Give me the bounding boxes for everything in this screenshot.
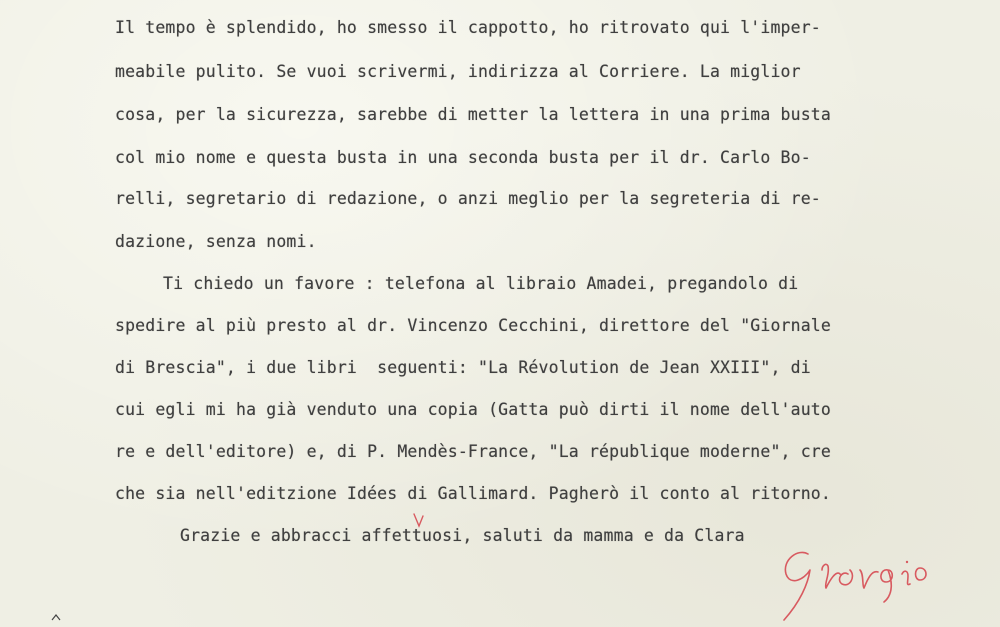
letter-line: Ti chiedo un favore : telefona al libraio Amadei, pregandolo di [163, 274, 799, 293]
letter-line: relli, segretario di redazione, o anzi meglio per la segreteria di re- [115, 189, 821, 208]
signature [770, 540, 960, 625]
closing-line: Grazie e abbracci affettuosi, saluti da mamma e da Clara [180, 526, 745, 545]
letter-line: cui egli mi ha già venduto una copia (Gatta può dirti il nome dell'auto [115, 400, 831, 419]
letter-line: dazione, senza nomi. [115, 232, 317, 251]
letter-line: spedire al più presto al dr. Vincenzo Cecchini, direttore del "Giornale [115, 316, 831, 335]
letter-line: cosa, per la sicurezza, sarebbe di metter la lettera in una prima busta [115, 105, 831, 124]
edge-mark [50, 612, 64, 622]
letter-line: re e dell'editore) e, di P. Mendès-France, "La république moderne", cre [115, 442, 831, 461]
letter-line: meabile pulito. Se vuoi scrivermi, indirizza al Corriere. La miglior [115, 62, 801, 81]
letter-line: col mio nome e questa busta in una seconda busta per il dr. Carlo Bo- [115, 148, 811, 167]
letter-line: che sia nell'editzione Idées di Gallimard. Pagherò il conto al ritorno. [115, 484, 831, 503]
letter-line: Il tempo è splendido, ho smesso il cappotto, ho ritrovato qui l'imper- [115, 18, 821, 37]
red-pen-mark [412, 512, 426, 530]
letter-line: di Brescia", i due libri seguenti: "La Révolution de Jean XXIII", di [115, 358, 811, 377]
